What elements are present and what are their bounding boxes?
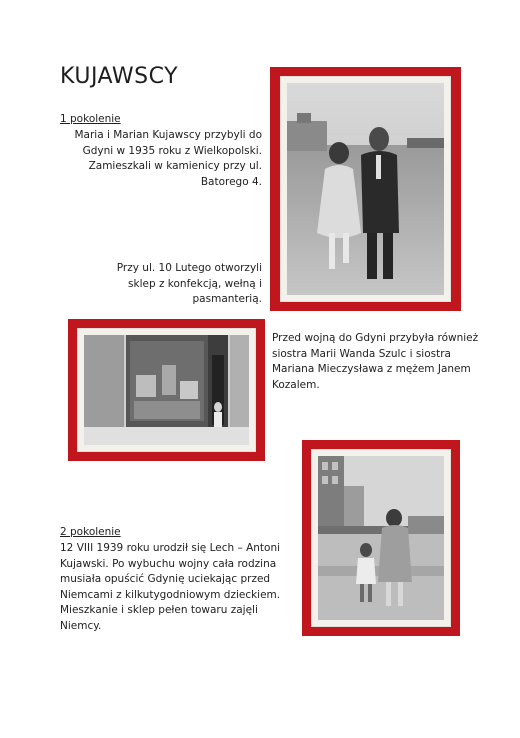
generation-1-heading: 1 pokolenie bbox=[60, 113, 121, 125]
photo-frame-couple bbox=[270, 67, 461, 311]
photo-frame-family bbox=[302, 440, 460, 636]
photo-shop-front bbox=[84, 335, 249, 445]
photo-mother-child bbox=[318, 456, 444, 620]
photo-frame-shop bbox=[68, 319, 265, 461]
photo-couple-walking bbox=[287, 83, 444, 295]
paragraph-sisters: Przed wojną do Gdyni przybyła również siostra Marii Wanda Szulc i siostra Mariana Mieczysława z mężem Janem Kozalem. bbox=[272, 332, 479, 391]
page-title: KUJAWSCY bbox=[60, 64, 179, 89]
paragraph-shop: Przy ul. 10 Lutego otworzyli sklep z konfekcją, wełną i pasmanterią. bbox=[116, 262, 262, 305]
paragraph-birth-and-war: 12 VIII 1939 roku urodził się Lech – Antoni Kujawski. Po wybuchu wojny cała rodzina musiała opuścić Gdynię uciekając przed Niemcami z kilkutygodniowym dzieckiem. Mieszkanie i sklep pełen towaru zajęli Niemcy. bbox=[60, 542, 281, 632]
paragraph-arrival: Maria i Marian Kujawscy przybyli do Gdyni w 1935 roku z Wielkopolski. Zamieszkali w kamienicy przy ul. Batorego 4. bbox=[74, 129, 262, 188]
generation-2-heading: 2 pokolenie bbox=[60, 526, 121, 538]
